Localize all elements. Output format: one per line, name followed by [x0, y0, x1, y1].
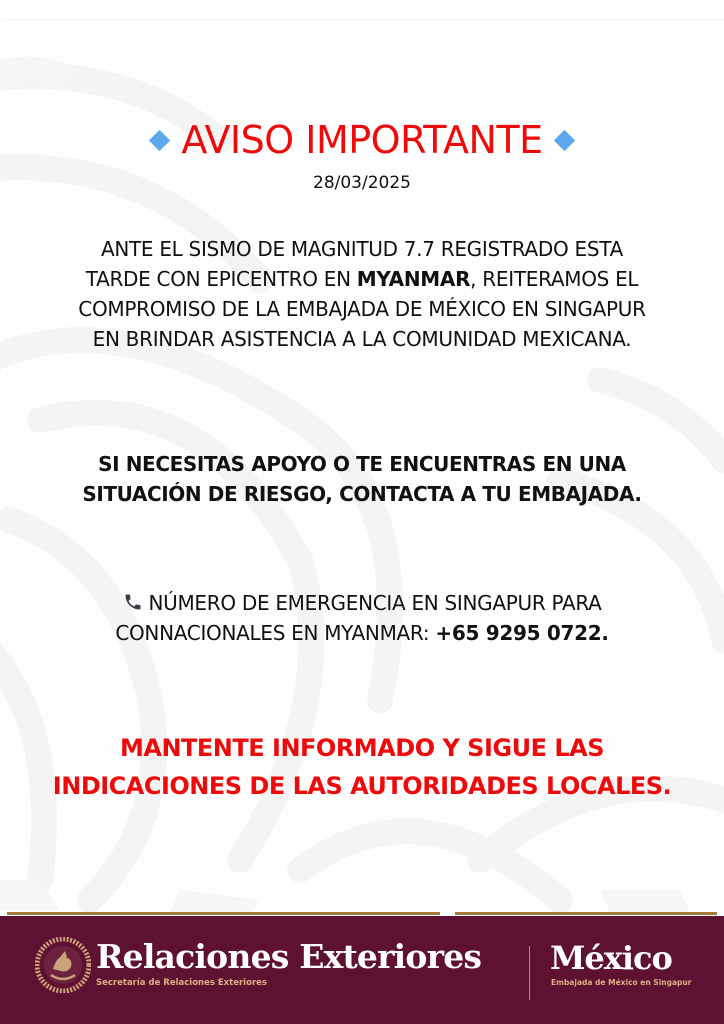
country-title: México — [550, 939, 672, 977]
text-run: CONNACIONALES EN MYANMAR: — [115, 621, 436, 645]
brand-subtitle: Secretaría de Relaciones Exteriores — [96, 978, 267, 988]
country-highlight: MYANMAR — [356, 267, 471, 291]
title-row — [0, 116, 724, 164]
top-divider — [2, 19, 724, 20]
emergency-phone-number[interactable]: +65 9295 0722. — [435, 621, 609, 645]
text-run: , REITERAMOS EL — [470, 267, 639, 291]
text-run: TARDE CON EPICENTRO EN — [85, 267, 357, 291]
notice-title: AVISO IMPORTANTE — [181, 118, 543, 162]
emergency-number-paragraph — [0, 588, 724, 648]
paragraph-line: ANTE EL SISMO DE MAGNITUD 7.7 REGISTRADO ESTA — [100, 237, 624, 261]
paragraph-line: SI NECESITAS APOYO O TE ENCUENTRAS EN UNA — [98, 452, 626, 476]
contact-embassy-paragraph — [0, 449, 724, 509]
paragraph-line: SITUACIÓN DE RIESGO, CONTACTA A TU EMBAJADA. — [82, 482, 642, 506]
embassy-subtitle: Embajada de México en Singapur — [551, 978, 692, 987]
diamond-left-icon — [149, 129, 170, 150]
brand-title: Relaciones Exteriores — [96, 937, 482, 976]
text-run: NÚMERO DE EMERGENCIA EN SINGAPUR PARA — [148, 591, 602, 615]
gold-divider-right — [455, 912, 717, 915]
gold-divider-left — [7, 912, 440, 915]
footer-divider — [529, 946, 530, 1000]
national-seal-icon — [35, 937, 91, 993]
paragraph-line: MANTENTE INFORMADO Y SIGUE LAS — [120, 734, 604, 762]
paragraph-line — [0, 588, 724, 618]
notice-date: 28/03/2025 — [313, 173, 411, 193]
stay-informed-paragraph — [0, 729, 724, 805]
paragraph-line — [0, 618, 724, 648]
phone-icon — [122, 592, 144, 612]
paragraph-line: INDICACIONES DE LAS AUTORIDADES LOCALES. — [52, 772, 672, 800]
earthquake-paragraph — [0, 234, 724, 354]
paragraph-line: EN BRINDAR ASISTENCIA A LA COMUNIDAD MEXICANA. — [92, 327, 632, 351]
diamond-right-icon — [554, 129, 575, 150]
paragraph-line: COMPROMISO DE LA EMBAJADA DE MÉXICO EN SINGAPUR — [78, 297, 646, 321]
paragraph-line — [0, 264, 724, 294]
footer-banner — [0, 916, 724, 1024]
